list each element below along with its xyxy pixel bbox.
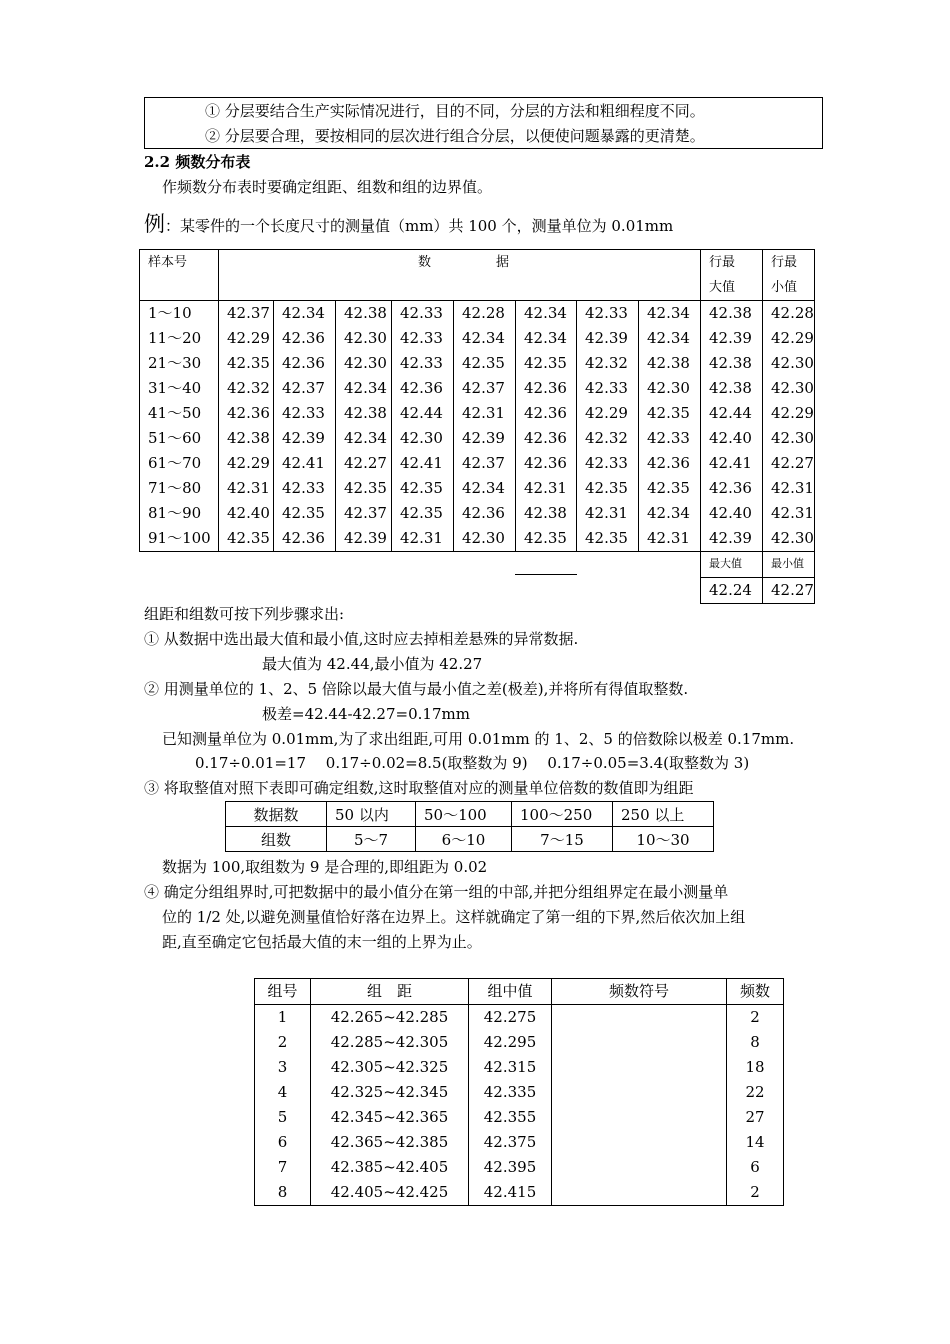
group-count-cell: 6～10 bbox=[416, 827, 512, 852]
row-max-cell: 42.36 bbox=[701, 476, 763, 501]
freq-cell: 1 bbox=[255, 1005, 311, 1031]
data-cell: 42.35 bbox=[392, 476, 454, 501]
data-cell: 42.36 bbox=[639, 451, 701, 476]
data-cell: 42.35 bbox=[454, 351, 516, 376]
table-row bbox=[255, 1155, 784, 1180]
sample-id-cell: 41～50 bbox=[140, 401, 219, 426]
freq-cell: 6 bbox=[727, 1155, 784, 1180]
freq-header: 组中值 bbox=[469, 979, 552, 1005]
data-cell: 42.41 bbox=[274, 451, 336, 476]
freq-cell bbox=[552, 1155, 727, 1180]
freq-cell: 8 bbox=[255, 1180, 311, 1206]
data-cell: 42.33 bbox=[274, 401, 336, 426]
frequency-table bbox=[254, 978, 784, 1206]
data-cell: 42.30 bbox=[639, 376, 701, 401]
table-row bbox=[140, 476, 815, 501]
data-cell: 42.33 bbox=[392, 326, 454, 351]
sample-id-cell: 61～70 bbox=[140, 451, 219, 476]
table-row bbox=[140, 301, 815, 327]
data-cell: 42.34 bbox=[454, 326, 516, 351]
data-cell: 42.34 bbox=[516, 326, 577, 351]
row-max-cell: 42.39 bbox=[701, 326, 763, 351]
freq-cell: 27 bbox=[727, 1105, 784, 1130]
table-row bbox=[255, 1080, 784, 1105]
freq-cell: 42.315 bbox=[469, 1055, 552, 1080]
freq-cell: 42.305~42.325 bbox=[311, 1055, 469, 1080]
freq-cell: 4 bbox=[255, 1080, 311, 1105]
sample-id-cell: 1～10 bbox=[140, 301, 219, 327]
data-cell: 42.39 bbox=[577, 326, 639, 351]
data-cell: 42.31 bbox=[639, 526, 701, 552]
data-cell: 42.39 bbox=[274, 426, 336, 451]
freq-cell bbox=[552, 1130, 727, 1155]
data-cell: 42.36 bbox=[516, 426, 577, 451]
freq-cell: 42.295 bbox=[469, 1030, 552, 1055]
data-cell: 42.34 bbox=[336, 376, 392, 401]
step-4-line-1: ④ 确定分组组界时,可把数据中的最小值分在第一组的中部,并把分组组界定在最小测量单 bbox=[144, 883, 729, 901]
data-cell: 42.36 bbox=[274, 326, 336, 351]
step-1: ① 从数据中选出最大值和最小值,这时应去掉相差悬殊的异常数据. bbox=[144, 630, 579, 648]
table-row bbox=[255, 1055, 784, 1080]
data-cell: 42.39 bbox=[336, 526, 392, 552]
data-cell: 42.30 bbox=[454, 526, 516, 552]
row-max-cell: 42.44 bbox=[701, 401, 763, 426]
table-row bbox=[140, 401, 815, 426]
freq-cell: 42.385~42.405 bbox=[311, 1155, 469, 1180]
data-cell: 42.37 bbox=[274, 376, 336, 401]
row-min-cell: 42.30 bbox=[763, 526, 815, 552]
data-cell: 42.38 bbox=[336, 301, 392, 327]
row-max-cell: 42.40 bbox=[701, 426, 763, 451]
data-cell: 42.38 bbox=[219, 426, 274, 451]
summary-max-value: 42.24 bbox=[701, 577, 763, 603]
data-cell: 42.33 bbox=[577, 451, 639, 476]
group-count-cell: 10～30 bbox=[613, 827, 714, 852]
header-sample: 样本号 bbox=[140, 250, 219, 301]
data-cell: 42.38 bbox=[639, 351, 701, 376]
data-cell: 42.37 bbox=[336, 501, 392, 526]
freq-cell: 2 bbox=[727, 1180, 784, 1206]
freq-cell: 42.345~42.365 bbox=[311, 1105, 469, 1130]
data-cell: 42.40 bbox=[219, 501, 274, 526]
step-3-result: 数据为 100,取组数为 9 是合理的,即组距为 0.02 bbox=[162, 858, 488, 876]
data-cell: 42.32 bbox=[219, 376, 274, 401]
data-cell: 42.30 bbox=[336, 326, 392, 351]
table-row bbox=[140, 501, 815, 526]
row-min-cell: 42.29 bbox=[763, 401, 815, 426]
freq-cell bbox=[552, 1030, 727, 1055]
table-row bbox=[140, 526, 815, 552]
data-cell: 42.36 bbox=[454, 501, 516, 526]
data-cell: 42.31 bbox=[577, 501, 639, 526]
row-min-cell: 42.27 bbox=[763, 451, 815, 476]
freq-cell bbox=[552, 1180, 727, 1206]
note-1: ① 分层要结合生产实际情况进行，目的不同，分层的方法和粗细程度不同。 bbox=[205, 102, 705, 120]
data-cell: 42.29 bbox=[219, 326, 274, 351]
data-cell: 42.38 bbox=[336, 401, 392, 426]
data-cell: 42.37 bbox=[219, 301, 274, 327]
data-cell: 42.36 bbox=[274, 526, 336, 552]
data-cell: 42.33 bbox=[639, 426, 701, 451]
step-4-line-2: 位的 1/2 处,以避免测量值恰好落在边界上。这样就确定了第一组的下界,然后依次加上组 bbox=[162, 908, 746, 926]
data-cell: 42.33 bbox=[392, 351, 454, 376]
data-cell: 42.37 bbox=[454, 376, 516, 401]
sample-id-cell: 91～100 bbox=[140, 526, 219, 552]
table-row bbox=[255, 1105, 784, 1130]
data-cell: 42.34 bbox=[274, 301, 336, 327]
example-text: ：某零件的一个长度尺寸的测量值（mm）共 100 个，测量单位为 0.01mm bbox=[165, 217, 674, 235]
data-cell: 42.36 bbox=[392, 376, 454, 401]
data-cell: 42.37 bbox=[454, 451, 516, 476]
data-cell: 42.34 bbox=[639, 501, 701, 526]
data-cell: 42.32 bbox=[577, 426, 639, 451]
data-cell: 42.36 bbox=[516, 451, 577, 476]
step-2-calc: 0.17÷0.01=17 0.17÷0.02=8.5(取整数为 9) 0.17÷0.05=3.4(取整数为 3) bbox=[195, 754, 750, 772]
table-row bbox=[255, 1005, 784, 1031]
data-cell: 42.34 bbox=[516, 301, 577, 327]
data-cell: 42.35 bbox=[516, 351, 577, 376]
row-min-cell: 42.30 bbox=[763, 376, 815, 401]
data-cell: 42.30 bbox=[336, 351, 392, 376]
header-row-min: 行最 小值 bbox=[763, 250, 815, 301]
freq-cell: 42.335 bbox=[469, 1080, 552, 1105]
row-max-cell: 42.39 bbox=[701, 526, 763, 552]
data-cell: 42.35 bbox=[219, 526, 274, 552]
data-cell: 42.41 bbox=[392, 451, 454, 476]
freq-cell: 8 bbox=[727, 1030, 784, 1055]
table-row bbox=[140, 326, 815, 351]
row-max-cell: 42.41 bbox=[701, 451, 763, 476]
row-max-cell: 42.38 bbox=[701, 376, 763, 401]
data-cell: 42.35 bbox=[577, 526, 639, 552]
step-2-note: 已知测量单位为 0.01mm,为了求出组距,可用 0.01mm 的 1、2、5 的倍数除以极差 0.17mm. bbox=[162, 730, 795, 748]
header-data: 数 据 bbox=[219, 250, 701, 301]
data-cell: 42.28 bbox=[454, 301, 516, 327]
sample-id-cell: 81～90 bbox=[140, 501, 219, 526]
data-cell: 42.44 bbox=[392, 401, 454, 426]
summary-max-label: 最大值 bbox=[701, 552, 763, 578]
row-max-cell: 42.38 bbox=[701, 301, 763, 327]
freq-cell: 42.325~42.345 bbox=[311, 1080, 469, 1105]
summary-min-value: 42.27 bbox=[763, 577, 815, 603]
data-cell: 42.33 bbox=[274, 476, 336, 501]
freq-cell: 6 bbox=[255, 1130, 311, 1155]
row-min-cell: 42.28 bbox=[763, 301, 815, 327]
blank-cell bbox=[140, 552, 701, 578]
group-count-table bbox=[225, 801, 714, 852]
data-cell: 42.38 bbox=[516, 501, 577, 526]
step-1-result: 最大值为 42.44,最小值为 42.27 bbox=[262, 655, 483, 673]
group-header-cell: 50 以内 bbox=[327, 802, 416, 827]
example-label: 例 bbox=[144, 212, 165, 236]
group-header-cell: 100～250 bbox=[512, 802, 613, 827]
freq-cell: 7 bbox=[255, 1155, 311, 1180]
note-2: ② 分层要合理，要按相同的层次进行组合分层，以便使问题暴露的更清楚。 bbox=[205, 127, 705, 145]
group-header-cell: 50～100 bbox=[416, 802, 512, 827]
data-cell: 42.36 bbox=[516, 376, 577, 401]
row-min-cell: 42.31 bbox=[763, 501, 815, 526]
data-cell: 42.34 bbox=[454, 476, 516, 501]
row-max-cell: 42.40 bbox=[701, 501, 763, 526]
freq-cell: 3 bbox=[255, 1055, 311, 1080]
data-cell: 42.36 bbox=[274, 351, 336, 376]
freq-cell: 22 bbox=[727, 1080, 784, 1105]
freq-header: 组 距 bbox=[311, 979, 469, 1005]
freq-header: 频数符号 bbox=[552, 979, 727, 1005]
freq-cell bbox=[552, 1005, 727, 1031]
table-row bbox=[140, 451, 815, 476]
data-cell: 42.33 bbox=[577, 376, 639, 401]
data-cell: 42.34 bbox=[639, 326, 701, 351]
row-min-cell: 42.30 bbox=[763, 426, 815, 451]
data-cell: 42.35 bbox=[336, 476, 392, 501]
notes-box bbox=[144, 97, 823, 149]
freq-cell bbox=[552, 1080, 727, 1105]
data-cell: 42.27 bbox=[336, 451, 392, 476]
group-count-label: 组数 bbox=[226, 827, 327, 852]
header-row-max: 行最 大值 bbox=[701, 250, 763, 301]
freq-cell: 42.375 bbox=[469, 1130, 552, 1155]
example-line bbox=[144, 214, 673, 236]
sample-id-cell: 51～60 bbox=[140, 426, 219, 451]
intro-text: 作频数分布表时要确定组距、组数和组的边界值。 bbox=[162, 178, 493, 196]
table-row bbox=[255, 1180, 784, 1206]
data-cell: 42.33 bbox=[392, 301, 454, 327]
data-cell: 42.32 bbox=[577, 351, 639, 376]
steps-lead: 组距和组数可按下列步骤求出: bbox=[144, 605, 345, 623]
step-2-range: 极差=42.44-42.27=0.17mm bbox=[262, 705, 470, 723]
table-row bbox=[140, 376, 815, 401]
data-cell: 42.31 bbox=[454, 401, 516, 426]
row-min-cell: 42.29 bbox=[763, 326, 815, 351]
data-cell: 42.36 bbox=[516, 401, 577, 426]
sample-id-cell: 31～40 bbox=[140, 376, 219, 401]
freq-cell: 42.415 bbox=[469, 1180, 552, 1206]
measurement-table bbox=[139, 249, 815, 604]
table-row bbox=[255, 1030, 784, 1055]
freq-cell: 14 bbox=[727, 1130, 784, 1155]
freq-cell: 2 bbox=[255, 1030, 311, 1055]
data-cell: 42.35 bbox=[219, 351, 274, 376]
freq-cell: 18 bbox=[727, 1055, 784, 1080]
blank-cell bbox=[140, 577, 701, 603]
data-cell: 42.39 bbox=[454, 426, 516, 451]
group-count-cell: 5～7 bbox=[327, 827, 416, 852]
freq-cell: 42.405~42.425 bbox=[311, 1180, 469, 1206]
divider-line bbox=[515, 574, 577, 575]
freq-header: 组号 bbox=[255, 979, 311, 1005]
freq-cell bbox=[552, 1105, 727, 1130]
freq-cell bbox=[552, 1055, 727, 1080]
freq-cell: 42.285~42.305 bbox=[311, 1030, 469, 1055]
data-cell: 42.35 bbox=[392, 501, 454, 526]
row-min-cell: 42.31 bbox=[763, 476, 815, 501]
data-cell: 42.34 bbox=[639, 301, 701, 327]
row-min-cell: 42.30 bbox=[763, 351, 815, 376]
freq-header: 频数 bbox=[727, 979, 784, 1005]
table-row bbox=[140, 351, 815, 376]
row-max-cell: 42.38 bbox=[701, 351, 763, 376]
freq-cell: 42.275 bbox=[469, 1005, 552, 1031]
table-row bbox=[140, 426, 815, 451]
group-header-label: 数据数 bbox=[226, 802, 327, 827]
data-cell: 42.35 bbox=[639, 401, 701, 426]
sample-id-cell: 11～20 bbox=[140, 326, 219, 351]
sample-id-cell: 71～80 bbox=[140, 476, 219, 501]
data-cell: 42.35 bbox=[639, 476, 701, 501]
freq-cell: 2 bbox=[727, 1005, 784, 1031]
group-count-cell: 7～15 bbox=[512, 827, 613, 852]
data-cell: 42.29 bbox=[577, 401, 639, 426]
step-3: ③ 将取整值对照下表即可确定组数,这时取整值对应的测量单位倍数的数值即为组距 bbox=[144, 779, 694, 797]
data-cell: 42.35 bbox=[274, 501, 336, 526]
data-cell: 42.34 bbox=[336, 426, 392, 451]
data-cell: 42.29 bbox=[219, 451, 274, 476]
freq-cell: 42.365~42.385 bbox=[311, 1130, 469, 1155]
step-2: ② 用测量单位的 1、2、5 倍除以最大值与最小值之差(极差),并将所有得值取整数. bbox=[144, 680, 689, 698]
table-row bbox=[255, 1130, 784, 1155]
sample-id-cell: 21～30 bbox=[140, 351, 219, 376]
data-cell: 42.35 bbox=[516, 526, 577, 552]
data-cell: 42.36 bbox=[219, 401, 274, 426]
freq-cell: 42.265~42.285 bbox=[311, 1005, 469, 1031]
freq-cell: 5 bbox=[255, 1105, 311, 1130]
data-cell: 42.30 bbox=[392, 426, 454, 451]
freq-cell: 42.355 bbox=[469, 1105, 552, 1130]
freq-cell: 42.395 bbox=[469, 1155, 552, 1180]
group-header-cell: 250 以上 bbox=[613, 802, 714, 827]
step-4-line-3: 距,直至确定它包括最大值的末一组的上界为止。 bbox=[162, 933, 482, 951]
section-title: 2.2 频数分布表 bbox=[144, 153, 251, 171]
data-cell: 42.31 bbox=[392, 526, 454, 552]
data-cell: 42.31 bbox=[219, 476, 274, 501]
data-cell: 42.31 bbox=[516, 476, 577, 501]
data-cell: 42.33 bbox=[577, 301, 639, 327]
summary-min-label: 最小值 bbox=[763, 552, 815, 578]
data-cell: 42.35 bbox=[577, 476, 639, 501]
